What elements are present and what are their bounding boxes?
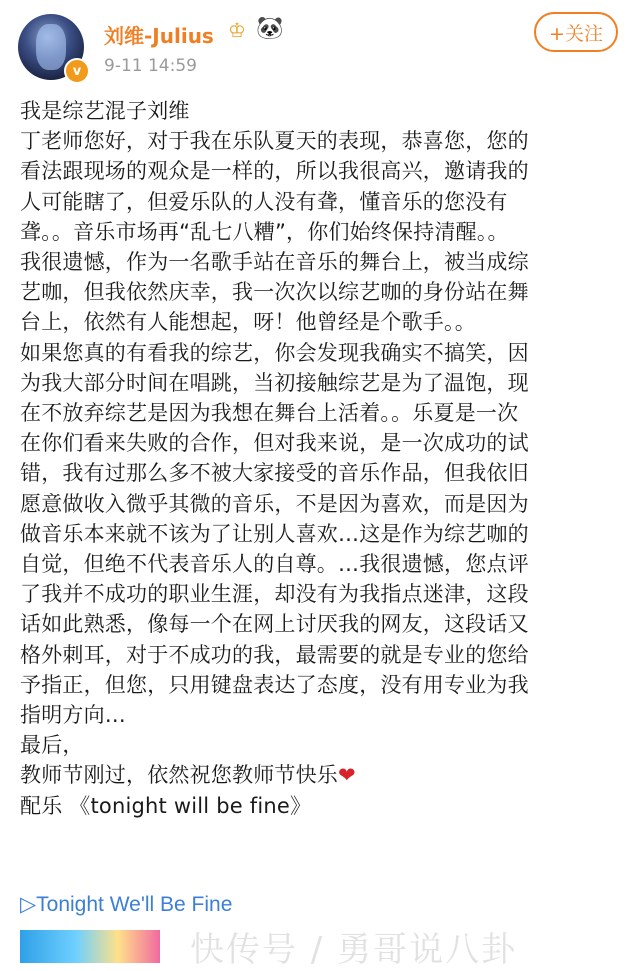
post-line-music: 配乐 《tonight will be fine》 (20, 793, 312, 818)
post-line: 做音乐本来就不该为了让别人喜欢…这是作为综艺咖的 (20, 521, 529, 546)
post-line: 自觉，但绝不代表音乐人的自尊。…我很遗憾，您点评 (20, 552, 529, 577)
greeting-text: 教师节刚过，依然祝您教师节快乐 (20, 763, 338, 788)
crown-icon: ♔ (228, 18, 246, 42)
post-line: 为我大部分时间在唱跳，当初接触综艺是为了温饱，现 (20, 370, 529, 395)
post-line: 我很遗憾，作为一名歌手站在音乐的舞台上，被当成综 (20, 250, 529, 275)
post-line: 人可能瞎了，但爱乐队的人没有聋，懂音乐的您没有 (20, 189, 508, 214)
post-line-greeting (20, 760, 620, 790)
watermark: 快传号 / 勇哥说八卦 (190, 930, 518, 970)
post-line: 聋。。音乐市场再“乱七八糟”，你们始终保持清醒。。 (20, 219, 509, 244)
post-body (20, 96, 620, 821)
post-line: 话如此熟悉，像每一个在网上讨厌我的网友，这段话又 (20, 612, 529, 637)
post-line: 指明方向… (20, 703, 126, 728)
post-line: 看法跟现场的观众是一样的，所以我很高兴，邀请我的 (20, 159, 529, 184)
post-line: 格外刺耳，对于不成功的我，最需要的就是专业的您给 (20, 642, 529, 667)
post-line: 错，我有过那么多不被大家接受的音乐作品，但我依旧 (20, 461, 529, 486)
music-link[interactable]: ▷Tonight We'll Be Fine (20, 893, 233, 916)
post-line: 艺咖，但我依然庆幸，我一次次以综艺咖的身份站在舞 (20, 280, 529, 305)
heart-icon: ❤ (338, 763, 356, 788)
post-line: 在不放弃综艺是因为我想在舞台上活着。。乐夏是一次 (20, 401, 519, 426)
post-line: 愿意做收入微乎其微的音乐，不是因为喜欢，而是因为 (20, 491, 529, 516)
post-line: 最后， (20, 733, 84, 758)
follow-button[interactable]: +关注 (534, 12, 618, 52)
post-line: 我是综艺混子刘维 (20, 99, 190, 123)
post-line: 如果您真的有看我的综艺，你会发现我确实不搞笑，因 (20, 340, 529, 365)
post-header (0, 0, 640, 90)
image-thumbnail[interactable] (20, 930, 160, 963)
panda-icon: 🐼 (256, 16, 284, 41)
post-line: 了我并不成功的职业生涯，却没有为我指点迷津，这段 (20, 582, 529, 607)
post-line: 予指正，但您，只用键盘表达了态度，没有用专业为我 (20, 672, 529, 697)
post-line: 台上，依然有人能想起，呀！他曾经是个歌手。。 (20, 310, 476, 335)
post-line: 在你们看来失败的合作，但对我来说，是一次成功的试 (20, 431, 529, 456)
verified-badge-icon: v (64, 58, 90, 84)
username[interactable]: 刘维-Julius (104, 24, 214, 48)
post-timestamp: 9-11 14:59 (104, 56, 197, 76)
post-line: 丁老师您好，对于我在乐队夏天的表现，恭喜您，您的 (20, 129, 529, 154)
